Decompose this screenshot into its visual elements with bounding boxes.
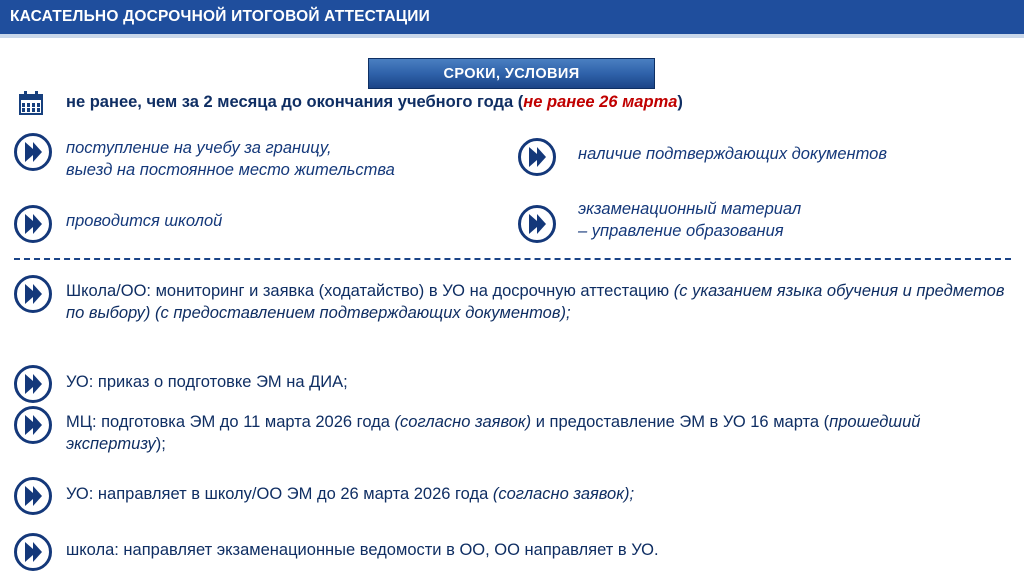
step-item-4 xyxy=(66,483,1014,505)
deadline-bold-prefix: не ранее, xyxy=(66,93,142,111)
page-header xyxy=(0,0,1024,34)
deadline-middle: чем за 2 месяца до окончания учебного года ( xyxy=(141,93,524,111)
arrow-bullet-icon xyxy=(14,406,52,444)
arrow-bullet-icon xyxy=(518,138,556,176)
header-divider xyxy=(0,34,1024,38)
section-divider xyxy=(14,258,1011,260)
step-2-part-1: УО: приказ о подготовке ЭМ на ДИА; xyxy=(66,373,348,391)
step-item-5 xyxy=(66,539,1014,561)
step-3-part-5: ); xyxy=(155,435,166,454)
condition-item-3 xyxy=(66,211,496,233)
condition-item-1-line2: выезд на постоянное место жительства xyxy=(66,160,395,179)
step-5-part-1: школа: направляет экзаменационные ведомости в ОО, ОО направляет в УО. xyxy=(66,541,659,559)
arrow-bullet-icon xyxy=(14,205,52,243)
step-3-part-4: прошедший экспертизу xyxy=(66,413,921,454)
condition-item-2 xyxy=(578,144,1008,166)
calendar-icon xyxy=(19,91,45,117)
section-ribbon xyxy=(368,58,655,89)
arrow-bullet-icon xyxy=(14,533,52,571)
arrow-bullet-icon xyxy=(14,477,52,515)
arrow-bullet-icon xyxy=(14,275,52,313)
arrow-bullet-icon xyxy=(14,365,52,403)
step-item-1 xyxy=(66,280,1014,325)
deadline-suffix: ) xyxy=(677,93,683,111)
condition-item-3-line1: проводится школой xyxy=(66,212,223,230)
arrow-bullet-icon xyxy=(518,205,556,243)
deadline-highlight: не ранее 26 марта xyxy=(523,93,678,111)
condition-item-4 xyxy=(578,199,1008,243)
step-3-part-2: (согласно заявок) xyxy=(394,413,532,431)
step-4-part-2: (согласно заявок); xyxy=(492,485,635,503)
step-4-part-1: УО: направляет в школу/ОО ЭМ до 26 марта 2026 года xyxy=(66,485,493,503)
condition-item-4-line2: – управление образования xyxy=(578,221,784,240)
condition-item-1-line1: поступление на учебу за границу, xyxy=(66,139,332,157)
condition-item-1 xyxy=(66,138,506,182)
step-item-2 xyxy=(66,371,1014,393)
page-title: КАСАТЕЛЬНО ДОСРОЧНОЙ ИТОГОВОЙ АТТЕСТАЦИИ xyxy=(10,8,430,25)
step-3-part-3: и предоставление ЭМ в УО 16 марта ( xyxy=(531,413,830,431)
step-1-part-1: Школа/ОО: мониторинг и заявка (ходатайство) в УО на досрочную аттестацию xyxy=(66,282,674,300)
section-ribbon-label: СРОКИ, УСЛОВИЯ xyxy=(443,65,580,82)
condition-item-4-line1: экзаменационный материал xyxy=(578,200,802,218)
arrow-bullet-icon xyxy=(14,133,52,171)
condition-item-2-line1: наличие подтверждающих документов xyxy=(578,145,887,163)
step-item-3 xyxy=(66,411,1014,456)
step-1-part-2: (с указанием языка обучения и предметов по выбору) (с предоставлением подтверждающих документов); xyxy=(66,282,1005,323)
step-3-part-1: МЦ: подготовка ЭМ до 11 марта 2026 года xyxy=(66,413,395,431)
deadline-text xyxy=(66,92,1006,113)
